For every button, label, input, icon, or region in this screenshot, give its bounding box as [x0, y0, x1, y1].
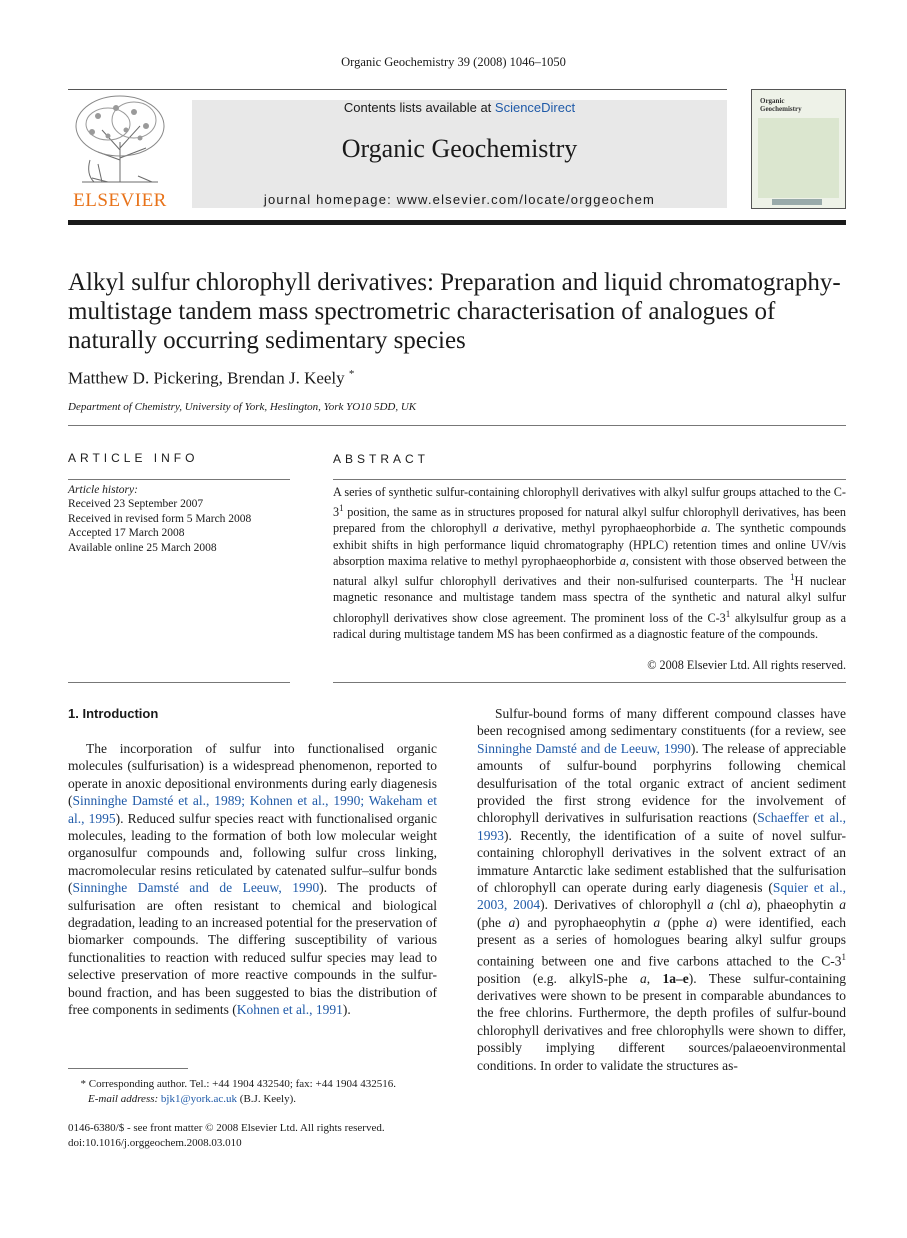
intro-paragraph-2: Sulfur-bound forms of many different compound classes have been recognised among sedimentary constituents (for a review, see Sinninghe Damsté and de Leeuw, 1990). The release of appreciable amounts of sulfur-bound porphyrins following chemical desulfurisation of the total organic extract of ancient sediment provided the first strong evidence for the involvement of chlorophyll derivatives in sulfurisation reactions (Schaeffer et al., 1993). Recently, the identification of a suite of novel sulfur-containing chlorophyll derivatives in the solvent extract of an immature Antarctic lake sediment established that the sulfurisation of chlorophyll can operate during early diagenesis (Squier et al., 2003, 2004). Derivatives of chlorophyll a (chl a), phaeophytin a (phe a) and pyrophaeophytin a (pphe a) were identified, each present as a series of homologues bearing alkyl sulfur groups containing between one and five carbons attached to the $C-3^1$ position (e.g. alkylS-phe a, 1a–e). These sulfur-containing derivatives were shown to be present in comparable abundances to the free chlorins. Furthermore, the depth profiles of sulfur-bound chlorophyll derivatives and free chlorophylls were shown to differ, possibly implying different sources/palaeoenvironmental conditions. In order to validate the structures as-	[477, 706, 847, 1073]
abstract-copyright: © 2008 Elsevier Ltd. All rights reserved.	[647, 658, 846, 672]
issn-line: 0146-6380/$ - see front matter © 2008 Elsevier Ltd. All rights reserved.	[68, 1122, 385, 1134]
article-info-heading: ARTICLE INFO	[68, 451, 199, 465]
email-label: E-mail address:	[88, 1092, 159, 1105]
cover-artwork	[758, 118, 839, 198]
contents-prefix: Contents lists available at	[343, 100, 495, 115]
citation-link[interactable]: Kohnen et al., 1991	[236, 1002, 343, 1018]
history-online: Available online 25 March 2008	[68, 541, 217, 554]
citation-link[interactable]: Sinninghe Damsté and de Leeuw, 1990	[477, 740, 691, 756]
article-title: Alkyl sulfur chlorophyll derivatives: Preparation and liquid chromatography-multistage tandem mass spectrometric characterisation of analogues of naturally occurring sedimentary species	[68, 269, 841, 354]
abstract-heading: ABSTRACT	[333, 452, 430, 466]
article-info-rule-top	[68, 479, 290, 480]
journal-homepage[interactable]: journal homepage: www.elsevier.com/locate/orggeochem	[263, 192, 656, 207]
cover-title: Organic Geochemistry	[760, 97, 802, 113]
history-label: Article history:	[68, 484, 138, 496]
author-email-link[interactable]: bjk1@york.ac.uk	[160, 1092, 238, 1105]
section-heading-introduction: 1. Introduction	[68, 706, 159, 721]
abstract-rule-bottom	[333, 682, 846, 683]
header-thick-rule	[68, 220, 846, 225]
corresponding-author-mark[interactable]: *	[348, 368, 355, 380]
article-history	[68, 483, 251, 555]
header-top-rule	[68, 89, 727, 90]
sciencedirect-link[interactable]: ScienceDirect	[494, 100, 576, 115]
journal-citation: Organic Geochemistry 39 (2008) 1046–1050	[341, 55, 566, 69]
citation-link[interactable]: Schaeffer et al., 1993	[477, 810, 846, 843]
footnote-rule	[68, 1068, 188, 1069]
citation-link[interactable]: Sinninghe Damsté and de Leeuw, 1990	[72, 880, 320, 896]
journal-title: Organic Geochemistry	[341, 134, 578, 163]
citation-link[interactable]: Sinninghe Damsté et al., 1989; Kohnen et al., 1990; Wakeham et al., 1995	[68, 793, 437, 826]
email-suffix: (B.J. Keely).	[239, 1092, 297, 1105]
journal-cover-thumbnail	[751, 89, 846, 209]
history-received: Received 23 September 2007	[68, 498, 204, 511]
history-revised: Received in revised form 5 March 2008	[68, 512, 252, 525]
doi-line[interactable]: doi:10.1016/j.orggeochem.2008.03.010	[68, 1136, 242, 1149]
citation-link[interactable]: Squier et al., 2003, 2004	[477, 880, 847, 913]
cover-footer	[772, 199, 822, 205]
abstract-rule-top	[333, 479, 846, 480]
affiliation: Department of Chemistry, University of York, Heslington, York YO10 5DD, UK	[68, 401, 417, 413]
issn-doi-block	[68, 1121, 385, 1150]
intro-paragraph-1: The incorporation of sulfur into functionalised organic molecules (sulfurisation) is a widespread phenomenon, reported to operate in anoxic depositional environments during early diagenesis (Sinninghe Damsté et al., 1989; Kohnen et al., 1990; Wakeham et al., 1995). Reduced sulfur species react with functionalised organic molecules, leading to the formation of both low molecular weight organosulfur compounds and, following sulfur cross linking, macromolecular resins reticulated by catenated sulfur–sulfur bonds (Sinninghe Damsté and de Leeuw, 1990). The products of sulfurisation are often resistant to chemical and biological degradation, leading to an increased potential for the preservation of biomarker compounds. The differing susceptibility of various functionalities to reaction with reduced sulfur species may lead to selective preservation of more reactive compounds in the sulfur-bound fraction, and has been suggested to bias the distribution of free components in sediments (Kohnen et al., 1991).	[68, 741, 438, 1018]
title-divider	[68, 425, 846, 426]
corresponding-contact: Corresponding author. Tel.: +44 1904 432540; fax: +44 1904 432516.	[88, 1078, 396, 1090]
author-list	[68, 368, 354, 389]
journal-header-band	[192, 100, 727, 208]
history-accepted: Accepted 17 March 2008	[68, 527, 185, 540]
abstract-text: A series of synthetic sulfur-containing chlorophyll derivatives with alkyl sulfur groups attached to the $C-3^1$ position, the same as in structures proposed for natural alkyl sulfur chlorophyll derivatives, has been prepared from the chlorophyll a derivative, methyl pyrophaeophorbide a. The synthetic compounds exhibit shifts in high performance liquid chromatography (HPLC) retention times and online UV/vis absorption maxima relative to methyl pyrophaeophorbide a, consistent with those observed between the natural alkyl sulfur chlorophyll derivatives and their non-sulfurised counterparts. The $^1$H nuclear magnetic resonance and multistage tandem mass spectra of the synthetic and natural alkyl sulfur chlorophyll derivatives show close agreement. The prominent loss of the $C-3^1$ alkylsulfur group as a radical during multistage tandem MS has been confirmed as a diagnostic feature of the compounds.	[333, 485, 847, 641]
publisher-name: ELSEVIER	[73, 190, 167, 211]
article-info-rule-bottom	[68, 682, 290, 683]
contents-line	[192, 100, 727, 115]
footnote-mark: *	[80, 1078, 86, 1090]
authors-text: Matthew D. Pickering, Brendan J. Keely	[68, 368, 345, 388]
corresponding-author-footnote	[68, 1077, 440, 1106]
elsevier-logo	[68, 90, 172, 210]
